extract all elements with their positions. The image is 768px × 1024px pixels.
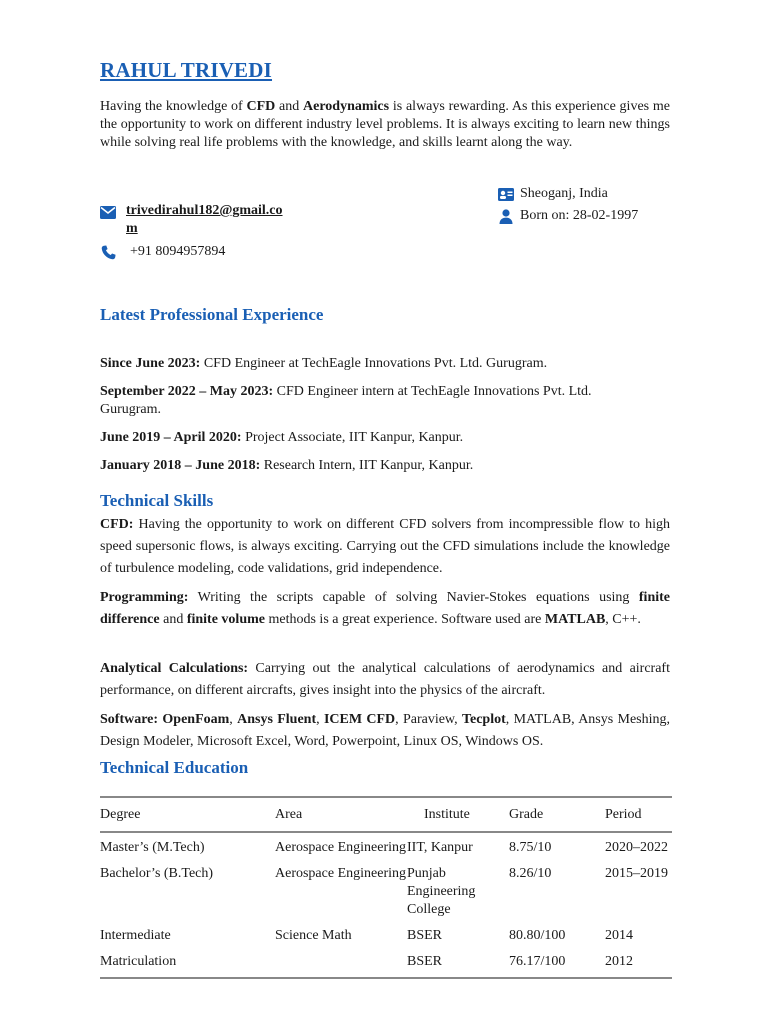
institute-cell: Punjab Engineering College [407, 866, 476, 917]
education-table [100, 796, 672, 979]
email-link[interactable]: trivedirahul182@gmail.com [126, 203, 283, 236]
grade-cell: 8.75/10 [509, 840, 552, 855]
column-header: Degree [100, 806, 141, 822]
email-row [100, 202, 291, 238]
degree-cell: Master’s (M.Tech) [100, 840, 205, 855]
grade-cell: 80.80/100 [509, 928, 566, 943]
institute-cell: IIT, Kanpur [407, 840, 473, 855]
table-row [100, 859, 672, 921]
grade-cell: 8.26/10 [509, 866, 552, 881]
period-cell: 2020–2022 [605, 840, 668, 855]
grade-cell: 76.17/100 [509, 954, 566, 969]
table-header-row [100, 797, 672, 832]
experience-item: January 2018 – June 2018: Research Intern, IIT Kanpur, Kanpur. [100, 458, 474, 473]
experience-heading: Latest Professional Experience [100, 305, 324, 324]
location-text: Sheoganj, India [520, 186, 608, 201]
column-header: Period [605, 806, 642, 822]
degree-cell: Intermediate [100, 928, 171, 943]
period-cell: 2012 [605, 954, 633, 969]
phone-number: +91 8094957894 [130, 244, 226, 259]
column-header: Area [275, 806, 303, 822]
period-cell: 2015–2019 [605, 866, 668, 881]
area-cell: Aerospace Engineering [275, 840, 406, 855]
birthdate-text: Born on: 28-02-1997 [520, 208, 639, 223]
experience-item: June 2019 – April 2020: Project Associate, IIT Kanpur, Kanpur. [100, 430, 464, 445]
table-row [100, 921, 672, 947]
profile-summary: Having the knowledge of CFD and Aerodynamics is always rewarding. As this experience gives me the opportunity to work on different industry level problems. It is always exciting to learn new things while solving real life problems with the knowledge, and skills learnt along the way. [100, 99, 670, 150]
id-card-icon [498, 186, 514, 202]
period-cell: 2014 [605, 928, 633, 943]
envelope-icon [100, 204, 116, 220]
table-row [100, 947, 672, 978]
area-cell: Aerospace Engineering [275, 866, 406, 881]
area-cell [275, 947, 407, 978]
phone-row [100, 244, 225, 260]
degree-cell: Bachelor’s (B.Tech) [100, 866, 214, 881]
skill-programming: Programming: Writing the scripts capable of solving Navier-Stokes equations using finite difference and finite volume methods is a great experience. Software used are MATLAB, C++. [100, 590, 670, 627]
candidate-name: RAHUL TRIVEDI [100, 58, 273, 82]
table-row [100, 832, 672, 859]
column-header: Institute [424, 806, 470, 822]
skills-heading: Technical Skills [100, 491, 214, 510]
experience-item: Since June 2023: CFD Engineer at TechEagle Innovations Pvt. Ltd. Gurugram. [100, 356, 548, 371]
skill-software: Software: OpenFoam, Ansys Fluent, ICEM CFD, Paraview, Tecplot, MATLAB, Ansys Meshing, Design Modeler, Microsoft Excel, Word, Powerpoint, Linux OS, Windows OS. [100, 712, 671, 749]
location-row [498, 186, 608, 202]
skill-analytical: Analytical Calculations: Carrying out the analytical calculations of aerodynamics and aircraft performance, on different aircrafts, gives insight into the physics of the aircraft. [100, 661, 670, 698]
institute-cell: BSER [407, 954, 443, 969]
person-icon [498, 208, 514, 224]
experience-item: September 2022 – May 2023: CFD Engineer intern at TechEagle Innovations Pvt. Ltd. Gurugram. [100, 384, 592, 417]
birthdate-row [498, 208, 638, 224]
institute-cell: BSER [407, 928, 443, 943]
degree-cell: Matriculation [100, 954, 177, 969]
column-header: Grade [509, 806, 544, 822]
phone-icon [100, 244, 116, 260]
education-heading: Technical Education [100, 758, 249, 777]
skill-cfd: CFD: Having the opportunity to work on different CFD solvers from incompressible flow to high speed supersonic flows, is always exciting. Carrying out the CFD simulations include the knowledge of turbulence modeling, code validations, grid independence. [100, 517, 670, 576]
area-cell: Science Math [275, 928, 352, 943]
